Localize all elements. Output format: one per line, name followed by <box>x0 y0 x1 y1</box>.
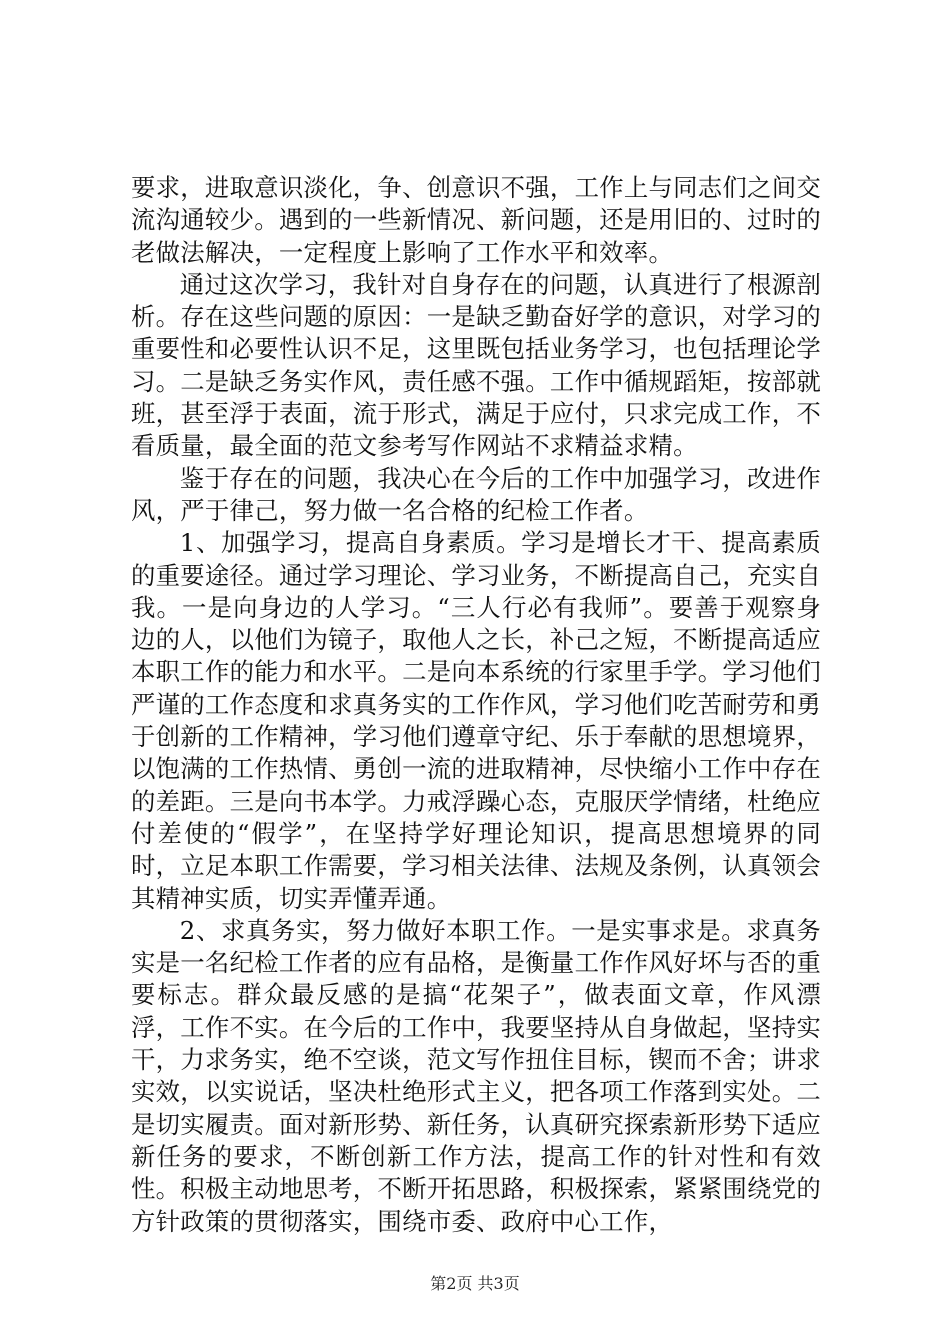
paragraph-root-cause: 通过这次学习，我针对自身存在的问题，认真进行了根源剖析。存在这些问题的原因：一是缺乏勤奋好学的意识，对学习的重要性和必要性认识不足，这里既包括业务学习，也包括理论学习。二是缺乏务实作风，责任感不强。工作中循规蹈矩，按部就班，甚至浮于表面，流于形式，满足于应付，只求完成工作，不看质量，最全面的范文参考写作网站不求精益求精。 <box>131 269 821 461</box>
page-footer <box>0 1274 950 1294</box>
paragraph-point-2: 2、求真务实，努力做好本职工作。一是实事求是。求真务实是一名纪检工作者的应有品格，是衡量工作作风好坏与否的重要标志。群众最反感的是搞“花架子”，做表面文章，作风漂浮，工作不实。在今后的工作中，我要坚持从自身做起，坚持实干，力求务实，绝不空谈，范文写作扭住目标，锲而不舍；讲求实效，以实说话，坚决杜绝形式主义，把各项工作落到实处。二是切实履责。面对新形势、新任务，认真研究探索新形势下适应新任务的要求，不断创新工作方法，提高工作的针对性和有效性。积极主动地思考，不断开拓思路，积极探索，紧紧围绕党的方针政策的贯彻落实，围绕市委、政府中心工作， <box>131 915 821 1236</box>
page-number: 第2页 共3页 <box>430 1274 520 1293</box>
paragraph-continuation: 要求，进取意识淡化，争、创意识不强，工作上与同志们之间交流沟通较少。遇到的一些新情况、新问题，还是用旧的、过时的老做法解决，一定程度上影响了工作水平和效率。 <box>131 173 821 267</box>
document-body <box>131 172 821 1238</box>
paragraph-point-1: 1、加强学习，提高自身素质。学习是增长才干、提高素质的重要途径。通过学习理论、学习业务，不断提高自己，充实自我。一是向身边的人学习。“三人行必有我师”。要善于观察身边的人，以他们为镜子，取他人之长，补己之短，不断提高适应本职工作的能力和水平。二是向本系统的行家里手学。学习他们严谨的工作态度和求真务实的工作作风，学习他们吃苦耐劳和勇于创新的工作精神，学习他们遵章守纪、乐于奉献的思想境界，以饱满的工作热情、勇创一流的进取精神，尽快缩小工作中存在的差距。三是向书本学。力戒浮躁心态，克服厌学情绪，杜绝应付差使的“假学”，在坚持学好理论知识，提高思想境界的同时，立足本职工作需要，学习相关法律、法规及条例，认真领会其精神实质，切实弄懂弄通。 <box>131 528 821 913</box>
paragraph-resolution: 鉴于存在的问题，我决心在今后的工作中加强学习，改进作风，严于律己，努力做一名合格的纪检工作者。 <box>131 463 821 525</box>
